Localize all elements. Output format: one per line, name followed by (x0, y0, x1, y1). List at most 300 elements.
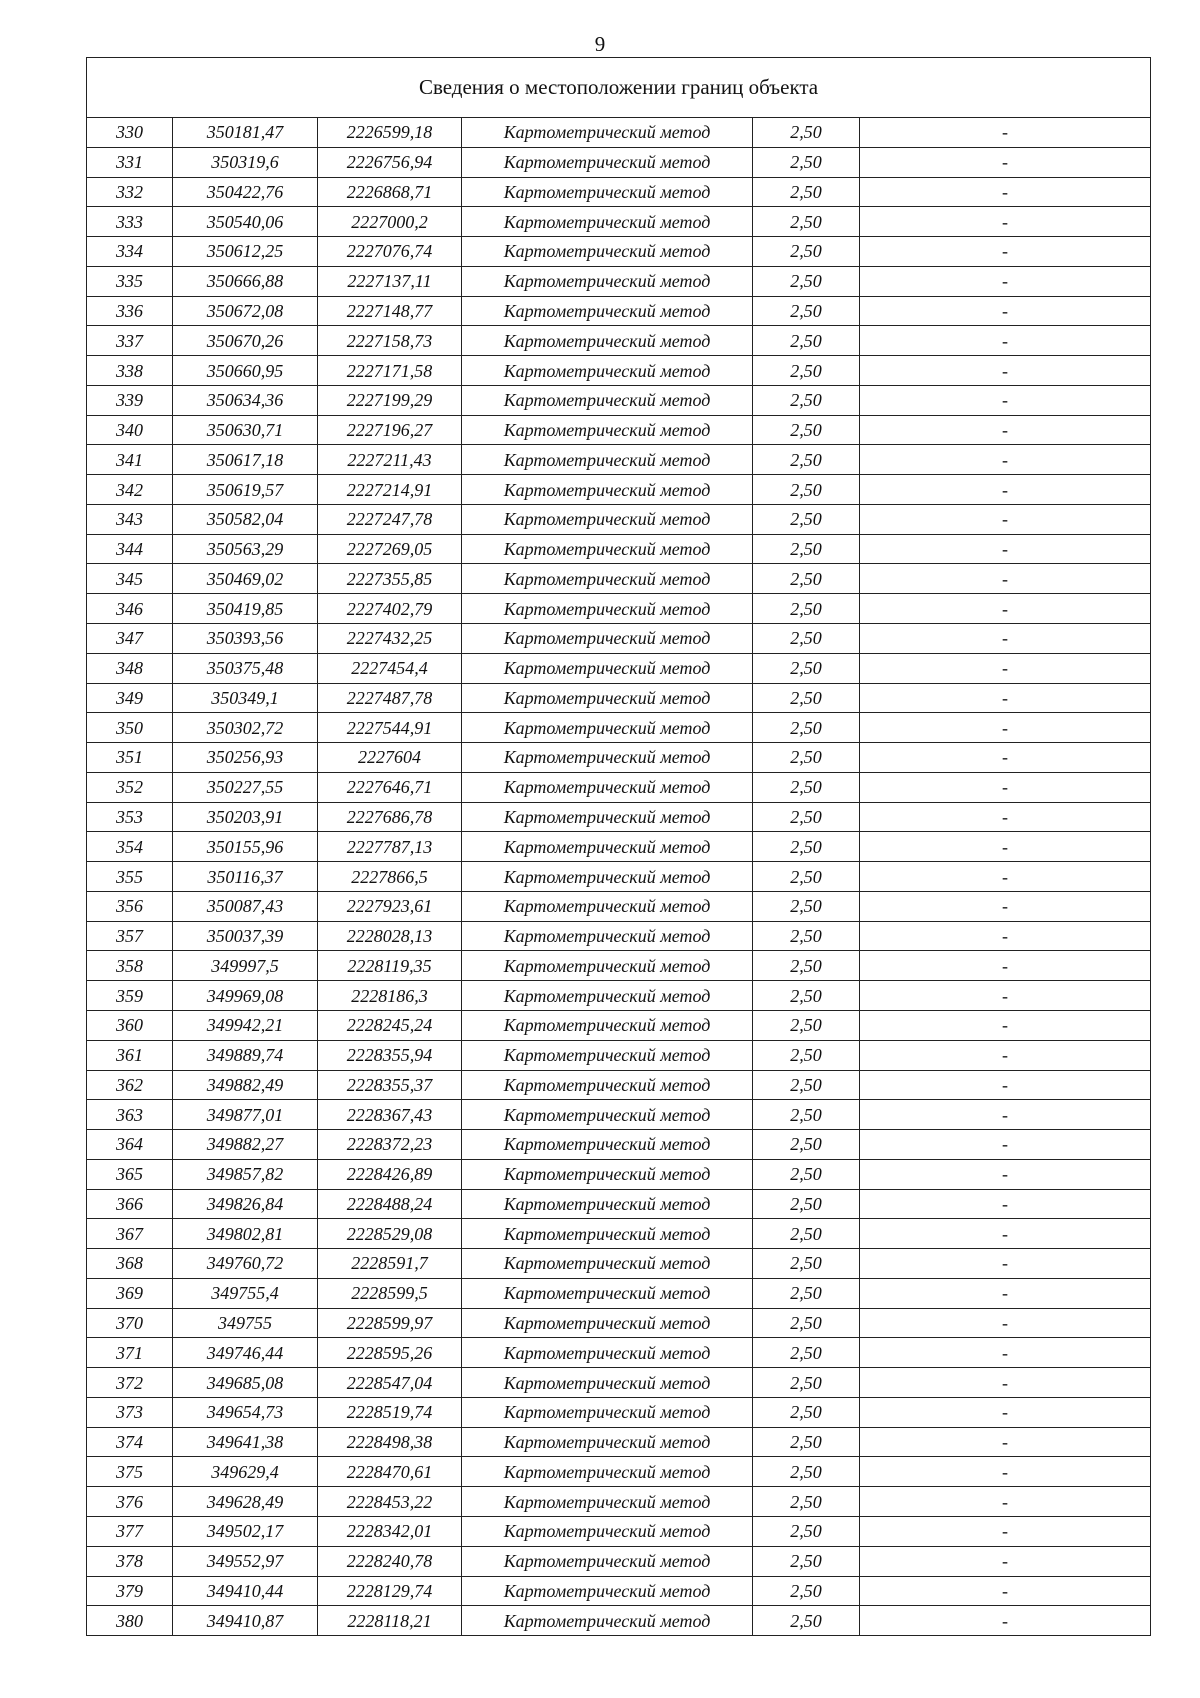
method-cell: Картометрический метод (462, 415, 753, 445)
accuracy-cell: 2,50 (753, 1189, 860, 1219)
description-cell: - (860, 1159, 1151, 1189)
accuracy-cell: 2,50 (753, 1130, 860, 1160)
method-cell: Картометрический метод (462, 326, 753, 356)
y-coordinate-cell: 2228453,22 (318, 1487, 462, 1517)
point-number-cell: 333 (87, 207, 173, 237)
point-number-cell: 330 (87, 118, 173, 148)
description-cell: - (860, 237, 1151, 267)
accuracy-cell: 2,50 (753, 1368, 860, 1398)
point-number-cell: 351 (87, 743, 173, 773)
table-row (87, 415, 1151, 445)
y-coordinate-cell: 2227171,58 (318, 356, 462, 386)
accuracy-cell: 2,50 (753, 1010, 860, 1040)
method-cell: Картометрический метод (462, 1040, 753, 1070)
accuracy-cell: 2,50 (753, 743, 860, 773)
x-coordinate-cell: 350227,55 (173, 772, 318, 802)
x-coordinate-cell: 350116,37 (173, 862, 318, 892)
x-coordinate-cell: 349877,01 (173, 1100, 318, 1130)
method-cell: Картометрический метод (462, 1427, 753, 1457)
accuracy-cell: 2,50 (753, 1546, 860, 1576)
table-title: Сведения о местоположении границ объекта (87, 58, 1151, 118)
accuracy-cell: 2,50 (753, 177, 860, 207)
method-cell: Картометрический метод (462, 475, 753, 505)
point-number-cell: 377 (87, 1516, 173, 1546)
table-row (87, 147, 1151, 177)
accuracy-cell: 2,50 (753, 296, 860, 326)
y-coordinate-cell: 2227402,79 (318, 594, 462, 624)
table-row (87, 207, 1151, 237)
description-cell: - (860, 326, 1151, 356)
table-title-row (87, 58, 1151, 118)
accuracy-cell: 2,50 (753, 951, 860, 981)
y-coordinate-cell: 2228470,61 (318, 1457, 462, 1487)
y-coordinate-cell: 2226599,18 (318, 118, 462, 148)
y-coordinate-cell: 2228488,24 (318, 1189, 462, 1219)
table-row (87, 683, 1151, 713)
description-cell: - (860, 1516, 1151, 1546)
accuracy-cell: 2,50 (753, 445, 860, 475)
y-coordinate-cell: 2227544,91 (318, 713, 462, 743)
x-coordinate-cell: 349760,72 (173, 1249, 318, 1279)
method-cell: Картометрический метод (462, 951, 753, 981)
x-coordinate-cell: 349969,08 (173, 981, 318, 1011)
description-cell: - (860, 504, 1151, 534)
table-row (87, 1338, 1151, 1368)
point-number-cell: 374 (87, 1427, 173, 1457)
method-cell: Картометрический метод (462, 1576, 753, 1606)
description-cell: - (860, 1457, 1151, 1487)
method-cell: Картометрический метод (462, 237, 753, 267)
description-cell: - (860, 1546, 1151, 1576)
accuracy-cell: 2,50 (753, 981, 860, 1011)
x-coordinate-cell: 349755,4 (173, 1278, 318, 1308)
description-cell: - (860, 266, 1151, 296)
x-coordinate-cell: 350672,08 (173, 296, 318, 326)
method-cell: Картометрический метод (462, 1100, 753, 1130)
accuracy-cell: 2,50 (753, 624, 860, 654)
point-number-cell: 358 (87, 951, 173, 981)
point-number-cell: 369 (87, 1278, 173, 1308)
y-coordinate-cell: 2228342,01 (318, 1516, 462, 1546)
point-number-cell: 353 (87, 802, 173, 832)
x-coordinate-cell: 349755 (173, 1308, 318, 1338)
x-coordinate-cell: 350302,72 (173, 713, 318, 743)
point-number-cell: 340 (87, 415, 173, 445)
x-coordinate-cell: 349882,27 (173, 1130, 318, 1160)
description-cell: - (860, 1397, 1151, 1427)
table-row (87, 921, 1151, 951)
x-coordinate-cell: 350419,85 (173, 594, 318, 624)
table-row (87, 1308, 1151, 1338)
x-coordinate-cell: 350540,06 (173, 207, 318, 237)
description-cell: - (860, 118, 1151, 148)
x-coordinate-cell: 350375,48 (173, 653, 318, 683)
point-number-cell: 345 (87, 564, 173, 594)
description-cell: - (860, 981, 1151, 1011)
table-row (87, 862, 1151, 892)
point-number-cell: 365 (87, 1159, 173, 1189)
table-row (87, 1070, 1151, 1100)
method-cell: Картометрический метод (462, 1338, 753, 1368)
y-coordinate-cell: 2228547,04 (318, 1368, 462, 1398)
x-coordinate-cell: 349628,49 (173, 1487, 318, 1517)
description-cell: - (860, 802, 1151, 832)
description-cell: - (860, 594, 1151, 624)
y-coordinate-cell: 2227454,4 (318, 653, 462, 683)
accuracy-cell: 2,50 (753, 564, 860, 594)
table-row (87, 237, 1151, 267)
description-cell: - (860, 1278, 1151, 1308)
accuracy-cell: 2,50 (753, 266, 860, 296)
x-coordinate-cell: 350582,04 (173, 504, 318, 534)
description-cell: - (860, 862, 1151, 892)
x-coordinate-cell: 350619,57 (173, 475, 318, 505)
y-coordinate-cell: 2228599,97 (318, 1308, 462, 1338)
y-coordinate-cell: 2227787,13 (318, 832, 462, 862)
method-cell: Картометрический метод (462, 683, 753, 713)
method-cell: Картометрический метод (462, 1010, 753, 1040)
method-cell: Картометрический метод (462, 832, 753, 862)
table-row (87, 1487, 1151, 1517)
accuracy-cell: 2,50 (753, 118, 860, 148)
accuracy-cell: 2,50 (753, 534, 860, 564)
point-number-cell: 363 (87, 1100, 173, 1130)
accuracy-cell: 2,50 (753, 326, 860, 356)
point-number-cell: 373 (87, 1397, 173, 1427)
y-coordinate-cell: 2227000,2 (318, 207, 462, 237)
y-coordinate-cell: 2227487,78 (318, 683, 462, 713)
table-row (87, 951, 1151, 981)
table-row (87, 1278, 1151, 1308)
method-cell: Картометрический метод (462, 534, 753, 564)
point-number-cell: 336 (87, 296, 173, 326)
accuracy-cell: 2,50 (753, 891, 860, 921)
table-row (87, 1457, 1151, 1487)
accuracy-cell: 2,50 (753, 1249, 860, 1279)
y-coordinate-cell: 2227355,85 (318, 564, 462, 594)
accuracy-cell: 2,50 (753, 1397, 860, 1427)
description-cell: - (860, 653, 1151, 683)
accuracy-cell: 2,50 (753, 1487, 860, 1517)
accuracy-cell: 2,50 (753, 802, 860, 832)
method-cell: Картометрический метод (462, 624, 753, 654)
description-cell: - (860, 1487, 1151, 1517)
description-cell: - (860, 296, 1151, 326)
description-cell: - (860, 1189, 1151, 1219)
description-cell: - (860, 385, 1151, 415)
accuracy-cell: 2,50 (753, 1100, 860, 1130)
table-row (87, 564, 1151, 594)
point-number-cell: 375 (87, 1457, 173, 1487)
x-coordinate-cell: 350630,71 (173, 415, 318, 445)
description-cell: - (860, 534, 1151, 564)
x-coordinate-cell: 349685,08 (173, 1368, 318, 1398)
table-row (87, 266, 1151, 296)
table-row (87, 1100, 1151, 1130)
method-cell: Картометрический метод (462, 1130, 753, 1160)
method-cell: Картометрический метод (462, 1219, 753, 1249)
description-cell: - (860, 1070, 1151, 1100)
y-coordinate-cell: 2226868,71 (318, 177, 462, 207)
table-row (87, 772, 1151, 802)
x-coordinate-cell: 349826,84 (173, 1189, 318, 1219)
point-number-cell: 368 (87, 1249, 173, 1279)
method-cell: Картометрический метод (462, 356, 753, 386)
accuracy-cell: 2,50 (753, 1427, 860, 1457)
description-cell: - (860, 177, 1151, 207)
x-coordinate-cell: 350256,93 (173, 743, 318, 773)
description-cell: - (860, 147, 1151, 177)
description-cell: - (860, 624, 1151, 654)
method-cell: Картометрический метод (462, 1308, 753, 1338)
method-cell: Картометрический метод (462, 1368, 753, 1398)
y-coordinate-cell: 2227158,73 (318, 326, 462, 356)
point-number-cell: 343 (87, 504, 173, 534)
table-row (87, 1427, 1151, 1457)
method-cell: Картометрический метод (462, 1278, 753, 1308)
table-row (87, 296, 1151, 326)
method-cell: Картометрический метод (462, 1159, 753, 1189)
accuracy-cell: 2,50 (753, 237, 860, 267)
point-number-cell: 371 (87, 1338, 173, 1368)
x-coordinate-cell: 349629,4 (173, 1457, 318, 1487)
y-coordinate-cell: 2228367,43 (318, 1100, 462, 1130)
point-number-cell: 350 (87, 713, 173, 743)
x-coordinate-cell: 349889,74 (173, 1040, 318, 1070)
accuracy-cell: 2,50 (753, 832, 860, 862)
boundary-coordinates-table (86, 57, 1151, 1636)
y-coordinate-cell: 2228498,38 (318, 1427, 462, 1457)
method-cell: Картометрический метод (462, 1397, 753, 1427)
x-coordinate-cell: 349552,97 (173, 1546, 318, 1576)
y-coordinate-cell: 2227137,11 (318, 266, 462, 296)
y-coordinate-cell: 2227214,91 (318, 475, 462, 505)
table-row (87, 385, 1151, 415)
y-coordinate-cell: 2228599,5 (318, 1278, 462, 1308)
method-cell: Картометрический метод (462, 921, 753, 951)
description-cell: - (860, 891, 1151, 921)
accuracy-cell: 2,50 (753, 862, 860, 892)
point-number-cell: 352 (87, 772, 173, 802)
table-row (87, 504, 1151, 534)
accuracy-cell: 2,50 (753, 713, 860, 743)
point-number-cell: 370 (87, 1308, 173, 1338)
table-row (87, 356, 1151, 386)
table-row (87, 981, 1151, 1011)
x-coordinate-cell: 349410,87 (173, 1606, 318, 1636)
table-row (87, 1040, 1151, 1070)
description-cell: - (860, 772, 1151, 802)
description-cell: - (860, 415, 1151, 445)
description-cell: - (860, 951, 1151, 981)
table-row (87, 832, 1151, 862)
method-cell: Картометрический метод (462, 1457, 753, 1487)
accuracy-cell: 2,50 (753, 921, 860, 951)
x-coordinate-cell: 349857,82 (173, 1159, 318, 1189)
y-coordinate-cell: 2227199,29 (318, 385, 462, 415)
accuracy-cell: 2,50 (753, 415, 860, 445)
table-row (87, 1249, 1151, 1279)
method-cell: Картометрический метод (462, 504, 753, 534)
y-coordinate-cell: 2228129,74 (318, 1576, 462, 1606)
y-coordinate-cell: 2227646,71 (318, 772, 462, 802)
x-coordinate-cell: 350634,36 (173, 385, 318, 415)
point-number-cell: 354 (87, 832, 173, 862)
table-row (87, 1397, 1151, 1427)
x-coordinate-cell: 350349,1 (173, 683, 318, 713)
method-cell: Картометрический метод (462, 1249, 753, 1279)
x-coordinate-cell: 349942,21 (173, 1010, 318, 1040)
accuracy-cell: 2,50 (753, 1516, 860, 1546)
table-row (87, 1219, 1151, 1249)
point-number-cell: 355 (87, 862, 173, 892)
method-cell: Картометрический метод (462, 564, 753, 594)
table-row (87, 118, 1151, 148)
method-cell: Картометрический метод (462, 385, 753, 415)
method-cell: Картометрический метод (462, 147, 753, 177)
method-cell: Картометрический метод (462, 772, 753, 802)
y-coordinate-cell: 2227432,25 (318, 624, 462, 654)
table-row (87, 743, 1151, 773)
table-row (87, 534, 1151, 564)
accuracy-cell: 2,50 (753, 1070, 860, 1100)
accuracy-cell: 2,50 (753, 594, 860, 624)
method-cell: Картометрический метод (462, 594, 753, 624)
point-number-cell: 349 (87, 683, 173, 713)
page-number: 9 (594, 32, 606, 56)
x-coordinate-cell: 350612,25 (173, 237, 318, 267)
x-coordinate-cell: 350037,39 (173, 921, 318, 951)
point-number-cell: 342 (87, 475, 173, 505)
y-coordinate-cell: 2228355,94 (318, 1040, 462, 1070)
table-row (87, 653, 1151, 683)
point-number-cell: 335 (87, 266, 173, 296)
accuracy-cell: 2,50 (753, 772, 860, 802)
point-number-cell: 366 (87, 1189, 173, 1219)
point-number-cell: 357 (87, 921, 173, 951)
method-cell: Картометрический метод (462, 713, 753, 743)
y-coordinate-cell: 2228529,08 (318, 1219, 462, 1249)
description-cell: - (860, 713, 1151, 743)
description-cell: - (860, 564, 1151, 594)
table-row (87, 1010, 1151, 1040)
point-number-cell: 339 (87, 385, 173, 415)
x-coordinate-cell: 350319,6 (173, 147, 318, 177)
y-coordinate-cell: 2227923,61 (318, 891, 462, 921)
table-row (87, 445, 1151, 475)
x-coordinate-cell: 349502,17 (173, 1516, 318, 1546)
description-cell: - (860, 475, 1151, 505)
accuracy-cell: 2,50 (753, 683, 860, 713)
description-cell: - (860, 1249, 1151, 1279)
x-coordinate-cell: 350422,76 (173, 177, 318, 207)
y-coordinate-cell: 2228426,89 (318, 1159, 462, 1189)
description-cell: - (860, 1368, 1151, 1398)
accuracy-cell: 2,50 (753, 147, 860, 177)
method-cell: Картометрический метод (462, 266, 753, 296)
accuracy-cell: 2,50 (753, 1606, 860, 1636)
description-cell: - (860, 1010, 1151, 1040)
y-coordinate-cell: 2227196,27 (318, 415, 462, 445)
x-coordinate-cell: 350660,95 (173, 356, 318, 386)
y-coordinate-cell: 2227211,43 (318, 445, 462, 475)
method-cell: Картометрический метод (462, 1546, 753, 1576)
method-cell: Картометрический метод (462, 981, 753, 1011)
x-coordinate-cell: 349641,38 (173, 1427, 318, 1457)
y-coordinate-cell: 2227604 (318, 743, 462, 773)
description-cell: - (860, 1427, 1151, 1457)
y-coordinate-cell: 2228240,78 (318, 1546, 462, 1576)
y-coordinate-cell: 2227148,77 (318, 296, 462, 326)
point-number-cell: 332 (87, 177, 173, 207)
point-number-cell: 346 (87, 594, 173, 624)
method-cell: Картометрический метод (462, 891, 753, 921)
accuracy-cell: 2,50 (753, 1278, 860, 1308)
y-coordinate-cell: 2226756,94 (318, 147, 462, 177)
point-number-cell: 341 (87, 445, 173, 475)
x-coordinate-cell: 349410,44 (173, 1576, 318, 1606)
accuracy-cell: 2,50 (753, 653, 860, 683)
x-coordinate-cell: 350469,02 (173, 564, 318, 594)
description-cell: - (860, 1576, 1151, 1606)
x-coordinate-cell: 350087,43 (173, 891, 318, 921)
description-cell: - (860, 1308, 1151, 1338)
y-coordinate-cell: 2228028,13 (318, 921, 462, 951)
description-cell: - (860, 207, 1151, 237)
point-number-cell: 338 (87, 356, 173, 386)
x-coordinate-cell: 350393,56 (173, 624, 318, 654)
y-coordinate-cell: 2227269,05 (318, 534, 462, 564)
method-cell: Картометрический метод (462, 118, 753, 148)
y-coordinate-cell: 2228355,37 (318, 1070, 462, 1100)
description-cell: - (860, 356, 1151, 386)
x-coordinate-cell: 349654,73 (173, 1397, 318, 1427)
table-row (87, 624, 1151, 654)
y-coordinate-cell: 2227247,78 (318, 504, 462, 534)
table-row (87, 1189, 1151, 1219)
description-cell: - (860, 921, 1151, 951)
point-number-cell: 331 (87, 147, 173, 177)
method-cell: Картометрический метод (462, 653, 753, 683)
description-cell: - (860, 832, 1151, 862)
y-coordinate-cell: 2228118,21 (318, 1606, 462, 1636)
table-row (87, 713, 1151, 743)
method-cell: Картометрический метод (462, 743, 753, 773)
point-number-cell: 364 (87, 1130, 173, 1160)
x-coordinate-cell: 350203,91 (173, 802, 318, 832)
y-coordinate-cell: 2227686,78 (318, 802, 462, 832)
point-number-cell: 347 (87, 624, 173, 654)
description-cell: - (860, 1606, 1151, 1636)
table-row (87, 1159, 1151, 1189)
y-coordinate-cell: 2228519,74 (318, 1397, 462, 1427)
point-number-cell: 379 (87, 1576, 173, 1606)
accuracy-cell: 2,50 (753, 385, 860, 415)
point-number-cell: 360 (87, 1010, 173, 1040)
description-cell: - (860, 1219, 1151, 1249)
y-coordinate-cell: 2228186,3 (318, 981, 462, 1011)
x-coordinate-cell: 349882,49 (173, 1070, 318, 1100)
point-number-cell: 380 (87, 1606, 173, 1636)
accuracy-cell: 2,50 (753, 1338, 860, 1368)
method-cell: Картометрический метод (462, 1606, 753, 1636)
accuracy-cell: 2,50 (753, 1219, 860, 1249)
point-number-cell: 356 (87, 891, 173, 921)
table-row (87, 594, 1151, 624)
method-cell: Картометрический метод (462, 802, 753, 832)
point-number-cell: 337 (87, 326, 173, 356)
table-body (87, 58, 1151, 1636)
